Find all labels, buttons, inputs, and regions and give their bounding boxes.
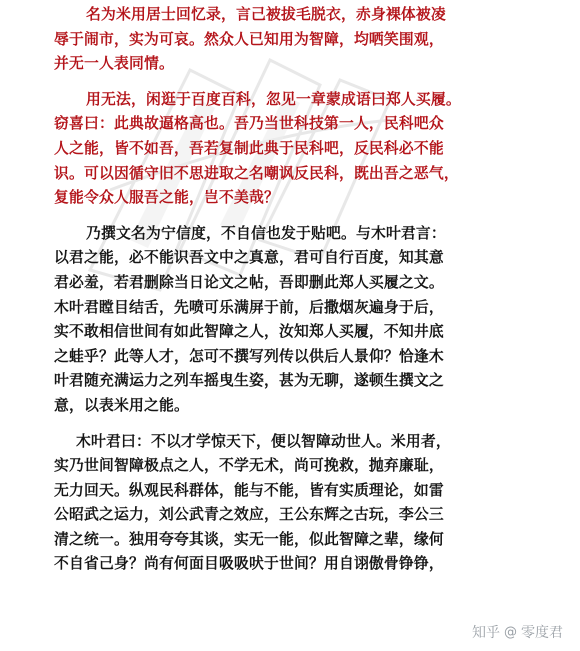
- text-line: 之蛙乎？此等人才，怎可不撰写列传以供后人景仰？恰逢木: [54, 347, 444, 365]
- text-line: 无力回天。纵观民科群体，能与不能，皆有实质理论，如雷: [54, 481, 444, 499]
- text-line: 识。可以因循守旧不思进取之名嘲讽反民科，既出吾之恶气，: [54, 164, 459, 182]
- text-line: 辱于闹市，实为可哀。然众人已知用为智障，均哂笑围观，: [54, 30, 444, 48]
- platform-name: 知乎: [472, 625, 500, 641]
- text-line: 叶君随充满运力之列车摇曳生姿，甚为无聊，遂顿生撰文之: [54, 372, 444, 390]
- source-credit: [469, 621, 566, 643]
- at-sign: @: [504, 624, 517, 640]
- text-line: 复能令众人服吾之能，岂不美哉？: [54, 189, 279, 207]
- text-line: 以君之能，必不能识吾文中之真意，君可自行百度，知其意: [54, 249, 444, 267]
- paragraph-1: [54, 3, 530, 77]
- text-line: 实不敢相信世间有如此智障之人，汝知郑人买履，不知井底: [54, 323, 444, 341]
- text-line: 清之统一。独用夸夸其谈，实无一能，似此智障之辈，缘何: [54, 530, 444, 548]
- text-line: 不自省己身？尚有何面目吸吸吠于世间？用自诩傲骨铮铮，: [54, 555, 444, 573]
- text-line: 人之能，皆不如吾，吾若复制此典于民科吧，反民科必不能: [54, 139, 444, 157]
- paragraph-4: [54, 430, 530, 578]
- text-line: 用无法，闲逛于百度百科，忽见一章蒙成语曰郑人买履。: [86, 90, 461, 108]
- text-line: 公昭武之运力，刘公武青之效应，王公东辉之古玩，李公三: [54, 506, 444, 524]
- text-line: 君必羞，若君删除当日论文之帖，吾即删此郑人买履之文。: [54, 273, 444, 291]
- paragraph-2: [54, 88, 530, 211]
- text-line: 窃喜曰：此典故逼格高也。吾乃当世科技第一人，民科吧众: [54, 115, 444, 133]
- text-line: 并无一人表同情。: [54, 55, 174, 73]
- text-line: 意，以表米用之能。: [54, 396, 189, 414]
- text-line: 名为米用居士回忆录，言己被拔毛脱衣，赤身裸体被凌: [86, 6, 446, 23]
- text-line: 乃撰文名为宁信度，不自信也发于贴吧。与木叶君言：: [86, 224, 446, 242]
- text-line: 木叶君瞠目结舌，先喷可乐满屏于前，后撒烟灰遍身于后，: [54, 298, 444, 316]
- article-text: [54, 3, 530, 588]
- paragraph-3: [54, 222, 530, 419]
- text-line: 木叶君曰：不以才学惊天下，便以智障动世人。米用者，: [76, 432, 451, 450]
- author-name: 零度君: [521, 625, 563, 641]
- text-line: 实乃世间智障极点之人，不学无术，尚可挽救，抛弃廉耻，: [54, 457, 444, 475]
